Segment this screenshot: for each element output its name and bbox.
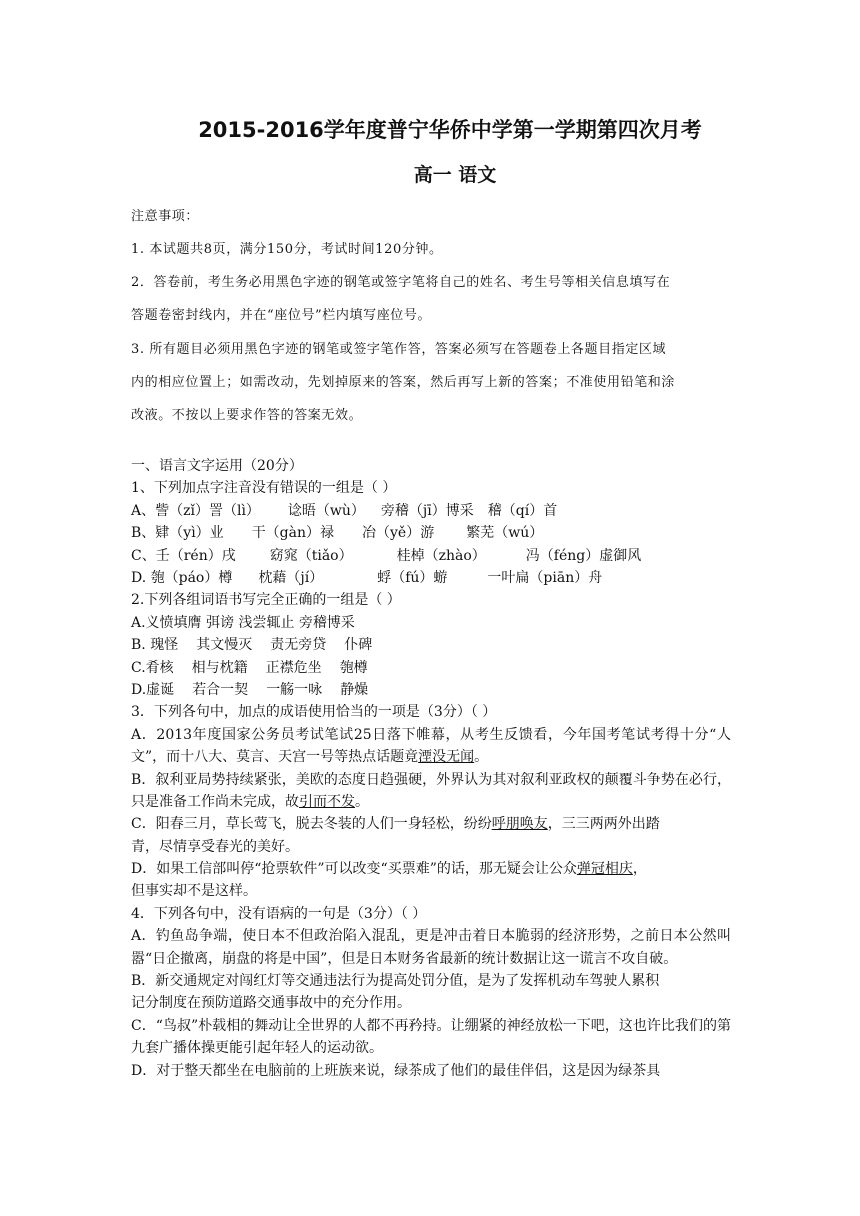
option-paragraph: A．钓鱼岛争端，使日本不但政治陷入混乱，更是冲击着日本脆弱的经济形势，之前日本公然叫嚣“日企撤离，崩盘的将是中国”，但是日本财务省最新的统计数据让这一谎言不攻自破。 (131, 928, 731, 967)
notice-heading: 注意事项： (131, 209, 200, 224)
underlined-idiom: 湮没无闻 (418, 749, 475, 766)
notice-line: 3. 所有题目必须用黑色字迹的钢笔或签字笔作答，答案必须写在答题卷上各题目指定区域 (131, 342, 667, 357)
option-item: 蜉（fú）蝣 (377, 569, 448, 586)
option-item: 静燥 (340, 681, 369, 698)
option-paragraph: C．“鸟叔”朴载相的舞动让全世界的人都不再矜持。让绷紧的神经放松一下吧，这也许比我们的第九套广播体操更能引起年轻人的运动欲。 (131, 1017, 731, 1057)
option-item: 谂晤（wù） (287, 502, 365, 519)
option-item: D.虚诞 (131, 681, 175, 698)
option-item: 一觞一咏 (266, 681, 323, 698)
notice-line: 1. 本试题共8页，满分150分，考试时间120分钟。 (131, 242, 443, 257)
option-row: A.义愤填膺 弭谤 浅尝辄止 旁稽博采 (131, 614, 355, 631)
option-row (131, 500, 731, 522)
question-stem: 2.下列各组词语书写完全正确的一组是（ ） (131, 592, 401, 609)
option-row (131, 634, 731, 656)
section-1 (131, 455, 731, 1082)
exam-subtitle: 高一 语文 (413, 164, 497, 186)
question-stem: 1、下列加点字注音没有错误的一组是（ ） (131, 480, 397, 497)
option-paragraph: B．叙利亚局势持续紧张，美欧的态度日趋强硬，外界认为其对叙利亚政权的颠覆斗争势在必行，只是准备工作尚未完成，故引而不发。 (131, 771, 731, 810)
notice-line: 答题卷密封线内，并在“座位号”栏内填写座位号。 (131, 308, 432, 323)
option-item: 桂棹（zhào） (396, 547, 486, 564)
option-item: 匏樽 (339, 659, 368, 676)
option-item: A、訾（zǐ）詈（lì） (131, 502, 260, 519)
option-line: D．对于整天都坐在电脑前的上班族来说，绿茶成了他们的最佳伴侣，这是因为绿茶具 (131, 1062, 661, 1079)
option-line: B．新交通规定对闯红灯等交通违法行为提高处罚分值，是为了发挥机动车驾驶人累积 (131, 973, 660, 990)
option-item: 窈窕（tiǎo） (269, 547, 353, 564)
option-item: 责无旁贷 (270, 637, 327, 654)
option-line: C．阳春三月，草长莺飞，脱去冬装的人们一身轻松，纷纷呼朋唤友，三三两两外出踏 (131, 816, 660, 833)
option-item: 稽（qí）首 (487, 502, 558, 519)
underlined-idiom: 呼朋唤友 (491, 816, 548, 833)
option-item: B. 瑰怪 (131, 637, 179, 654)
option-item: 旁稽（jī）博采 (380, 502, 474, 519)
option-item: C.肴核 (131, 659, 174, 676)
option-item: D. 匏（páo）樽 (131, 569, 233, 586)
option-row (131, 657, 731, 679)
option-row (131, 567, 731, 589)
option-item: 仆碑 (344, 637, 373, 654)
option-item: 正襟危坐 (265, 659, 322, 676)
option-item: 相与枕籍 (191, 659, 248, 676)
notice-line: 内的相应位置上；如需改动，先划掉原来的答案，然后再写上新的答案；不准使用铅笔和涂 (131, 375, 676, 390)
underlined-idiom: 引而不发 (299, 793, 355, 810)
option-item: 一叶扁（piān）舟 (487, 569, 603, 586)
option-item: C、壬（rén）戌 (131, 547, 236, 564)
option-item: 其文慢灭 (196, 637, 253, 654)
option-item: 冶（yě）游 (362, 525, 435, 542)
exam-title: 2015-2016学年度普宁华侨中学第一学期第四次月考 (198, 118, 702, 142)
option-item: B、肄（yì）业 (131, 525, 224, 542)
option-line: D．如果工信部叫停“抢票软件”可以改变“买票难”的话，那无疑会让公众弹冠相庆， (131, 861, 647, 878)
option-line: 但事实却不是这样。 (131, 883, 257, 900)
option-row (131, 522, 731, 544)
option-item: 干（gàn）禄 (251, 525, 335, 542)
option-row (131, 545, 731, 567)
option-paragraph: A．2013年度国家公务员考试笔试25日落下帷幕，从考生反馈看，今年国考笔试考得十分“人文”，而十八大、莫言、天宫一号等热点话题竟湮没无闻。 (131, 726, 731, 766)
notice-line: 改液。不按以上要求作答的答案无效。 (131, 408, 363, 423)
option-line: 记分制度在预防道路交通事故中的充分作用。 (131, 995, 411, 1012)
option-item: 繁芜（wú） (466, 525, 544, 542)
option-line: 青，尽情享受春光的美好。 (131, 838, 299, 855)
option-row (131, 679, 731, 701)
section-heading: 一、语言文字运用（20分） (131, 458, 303, 474)
notice-line: 2．答卷前，考生务必用黑色字迹的钢笔或签字笔将自己的姓名、考生号等相关信息填写在 (131, 275, 671, 290)
question-stem: 3．下列各句中，加点的成语使用恰当的一项是（3分）（ ） (131, 704, 497, 721)
underlined-idiom: 弹冠相庆 (576, 861, 633, 878)
question-stem: 4．下列各句中，没有语病的一句是（3分）（ ） (131, 905, 427, 922)
option-item: 枕藉（jí） (258, 569, 324, 586)
option-item: 冯（féng）虚御风 (525, 547, 642, 564)
option-item: 若合一契 (192, 681, 249, 698)
